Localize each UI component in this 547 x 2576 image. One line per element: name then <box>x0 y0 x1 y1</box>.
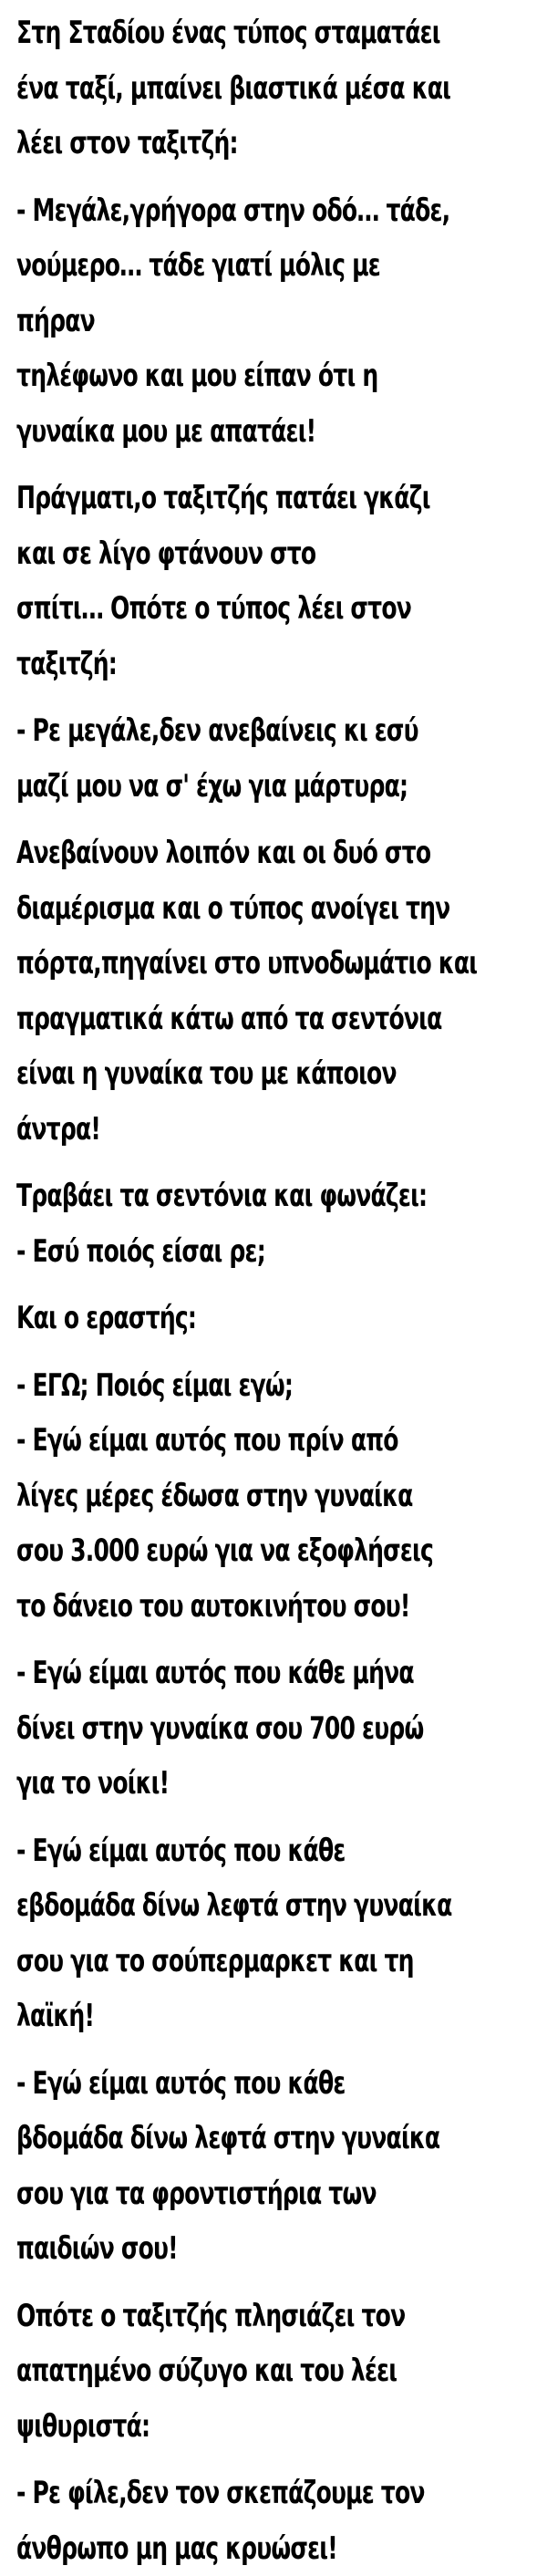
text-line: - Εγώ είμαι αυτός που κάθε <box>16 2056 542 2112</box>
text-line: Ανεβαίνουν λοιπόν και οι δυό στο <box>16 826 542 881</box>
paragraph <box>16 826 542 1157</box>
paragraph <box>16 2289 542 2455</box>
text-line: ψιθυριστά: <box>16 2399 542 2455</box>
text-line: - ΕΓΩ; Ποιός είμαι εγώ; <box>16 1358 542 1414</box>
text-line: - Εγώ είμαι αυτός που κάθε μήνα <box>16 1646 542 1701</box>
text-line: απατημένο σύζυγο και του λέει <box>16 2343 542 2399</box>
text-line: Οπότε ο ταξιτζής πλησιάζει τον <box>16 2289 542 2344</box>
text-line: - Εγώ είμαι αυτός που κάθε <box>16 1823 542 1879</box>
text-line: - Εσύ ποιός είσαι ρε; <box>16 1224 542 1280</box>
text-line: παιδιών σου! <box>16 2221 542 2277</box>
text-line: - Μεγάλε,γρήγορα στην οδό… τάδε, <box>16 183 542 239</box>
text-line: Στη Σταδίου ένας τύπος σταματάει <box>16 5 542 61</box>
text-line: είναι η γυναίκα του με κάποιον <box>16 1046 542 1102</box>
text-line: σου για τα φροντιστήρια των <box>16 2166 542 2222</box>
text-line: - Ρε φίλε,δεν τον σκεπάζουμε τον <box>16 2466 542 2521</box>
text-line: βδομάδα δίνω λεφτά στην γυναίκα <box>16 2111 542 2166</box>
text-line: - Εγώ είμαι αυτός που πρίν από <box>16 1413 542 1469</box>
text-line: το δάνειο του αυτοκινήτου σου! <box>16 1579 542 1635</box>
text-line: σπίτι… Οπότε ο τύπος λέει στον <box>16 581 542 637</box>
text-line: νούμερο… τάδε γιατί μόλις με <box>16 238 542 294</box>
text-line: σου για το σούπερμαρκετ και τη <box>16 1934 542 1989</box>
paragraph <box>16 1358 542 1635</box>
text-line: άνθρωπο μη μας κρυώσει! <box>16 2521 542 2576</box>
paragraph <box>16 1169 542 1279</box>
text-line: πραγματικά κάτω από τα σεντόνια <box>16 992 542 1047</box>
joke-text <box>16 5 542 2576</box>
text-line: γυναίκα μου με απατάει! <box>16 404 542 460</box>
paragraph <box>16 2056 542 2277</box>
paragraph <box>16 1291 542 1346</box>
text-line: λέει στον ταξιτζή: <box>16 116 542 171</box>
text-line: λίγες μέρες έδωσα στην γυναίκα <box>16 1469 542 1524</box>
paragraph <box>16 2466 542 2576</box>
text-line: πήραν <box>16 294 542 349</box>
text-line: και σε λίγο φτάνουν στο <box>16 526 542 582</box>
text-line: - Ρε μεγάλε,δεν ανεβαίνεις κι εσύ <box>16 703 542 759</box>
text-line: πόρτα,πηγαίνει στο υπνοδωμάτιο και <box>16 936 542 992</box>
text-line: εβδομάδα δίνω λεφτά στην γυναίκα <box>16 1878 542 1934</box>
text-line: ταξιτζή: <box>16 637 542 692</box>
paragraph <box>16 703 542 814</box>
text-line: Και ο εραστής: <box>16 1291 542 1346</box>
paragraph <box>16 471 542 691</box>
text-line: για το νοίκι! <box>16 1756 542 1812</box>
paragraph <box>16 183 542 460</box>
text-line: μαζί μου να σ' έχω για μάρτυρα; <box>16 759 542 815</box>
text-line: δίνει στην γυναίκα σου 700 ευρώ <box>16 1701 542 1757</box>
text-line: τηλέφωνο και μου είπαν ότι η <box>16 348 542 404</box>
text-line: Τραβάει τα σεντόνια και φωνάζει: <box>16 1169 542 1224</box>
text-line: σου 3.000 ευρώ για να εξοφλήσεις <box>16 1523 542 1579</box>
text-line: άντρα! <box>16 1102 542 1158</box>
text-line: ένα ταξί, μπαίνει βιαστικά μέσα και <box>16 61 542 117</box>
paragraph <box>16 1823 542 2044</box>
text-line: διαμέρισμα και ο τύπος ανοίγει την <box>16 881 542 937</box>
paragraph <box>16 5 542 171</box>
text-line: λαϊκή! <box>16 1989 542 2044</box>
text-line: Πράγματι,ο ταξιτζής πατάει γκάζι <box>16 471 542 526</box>
paragraph <box>16 1646 542 1812</box>
